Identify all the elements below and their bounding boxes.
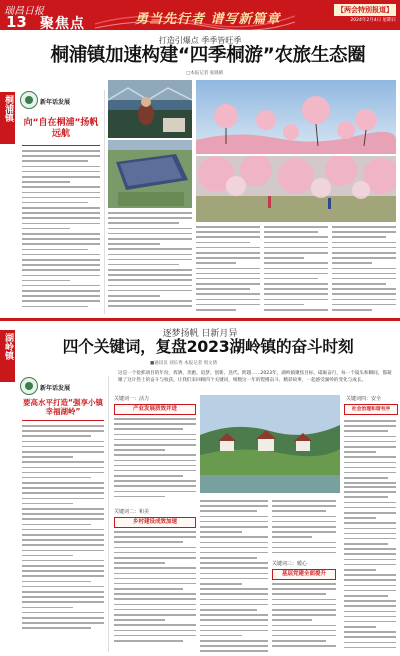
page-number: 13 [6, 13, 27, 30]
story1-kicker: 打造引爆点 季季皆旺季 [158, 36, 242, 45]
news-badge-icon [20, 91, 38, 109]
commentary-body-text [22, 425, 104, 633]
keyword-1-tag: 关键词一：活力 [114, 396, 150, 402]
keyword-2-body [114, 531, 196, 645]
newspaper-brand: 瑞昌日报 [4, 6, 44, 17]
keyword-2-title: 乡村建设成效加速 [114, 517, 196, 528]
commentary-title: 向“自在桐浦”扬帆远航 [23, 118, 99, 139]
greenhouse-worker-photo [108, 80, 192, 138]
story2-byline: ■通讯员 刘长秀 本报记者 周文倩 [150, 361, 218, 366]
village-landscape-photo [200, 395, 340, 493]
story1-body-col2 [196, 226, 260, 314]
section-divider [0, 318, 400, 321]
header-slogan: 勇当先行者 谱写新篇章 [135, 12, 281, 27]
blossom-orchard-tourists-photo [196, 156, 396, 222]
side-tab-label: 桐浦镇 [3, 95, 13, 122]
keyword-4-body [344, 420, 396, 487]
commentary-title: 要高水平打造“强享小镇 幸福湖岭” [23, 398, 103, 416]
side-tab-tongpu [0, 92, 15, 144]
story2-body-col2 [200, 500, 268, 656]
story2-kicker: 逐梦扬帆 日新月异 [162, 329, 238, 339]
news-badge-icon [20, 377, 38, 395]
issue-date: 2024年2月4日 星期日 [350, 18, 396, 23]
solar-farm-aerial-photo [108, 140, 192, 208]
story1-body-col1 [108, 212, 192, 311]
side-tab-huling [0, 330, 15, 382]
commentary-body-text [22, 150, 100, 311]
column-divider [108, 376, 109, 652]
story2-headline: 四个关键词，复盘2023湖岭镇的奋斗时刻 [62, 337, 354, 356]
keyword-3-tag: 关键词三：暖心 [272, 561, 308, 567]
side-tab-label: 湖岭镇 [3, 333, 13, 360]
story2-lede: 这是一个抢抓项目的年份，挥洒、奔跑、追梦、创新、迭代、跨越……2023年，湖岭镇聚焦目标，砥砺奋行，每一个镜头和瞬间，都凝聚了这片热土的奋斗与收获。让我们来回顾四个关键词，细数这一年的铿锵奋斗、精彩故事，一起感受湖岭的变化与成长。 [118, 371, 392, 383]
keyword-4-title: 社会治理和谐有序 [344, 404, 398, 415]
story1-byline: □本报记者 张晓晴 [186, 71, 224, 76]
keyword-4-tag: 关键词四：安全 [346, 396, 382, 402]
column-divider [104, 90, 105, 314]
story1-headline: 桐浦镇加速构建“四季桐游”农旅生态圈 [50, 45, 366, 66]
story1-body-col3 [264, 226, 328, 314]
commentary-label: 新年话发展 [40, 385, 71, 392]
keyword-3-body [272, 583, 336, 650]
story2-body-col4 [344, 486, 396, 652]
keyword-1-body [114, 418, 196, 501]
commentary-label: 新年话发展 [40, 99, 71, 106]
keyword-1-title: 产业发展质效并进 [114, 404, 196, 415]
page-section-title: 聚焦点 [40, 16, 85, 30]
commentary-rule [22, 420, 104, 421]
story2-body-col3 [272, 500, 336, 557]
special-report-badge: 【两会特别报道】 [334, 4, 396, 16]
page-header [0, 0, 400, 30]
story1-body-col4 [332, 226, 396, 314]
commentary-rule [22, 145, 100, 146]
keyword-2-tag: 关键词二：和美 [114, 509, 150, 515]
peach-blossom-sky-photo [196, 80, 396, 154]
keyword-3-title: 基层党建全面提升 [272, 569, 336, 580]
